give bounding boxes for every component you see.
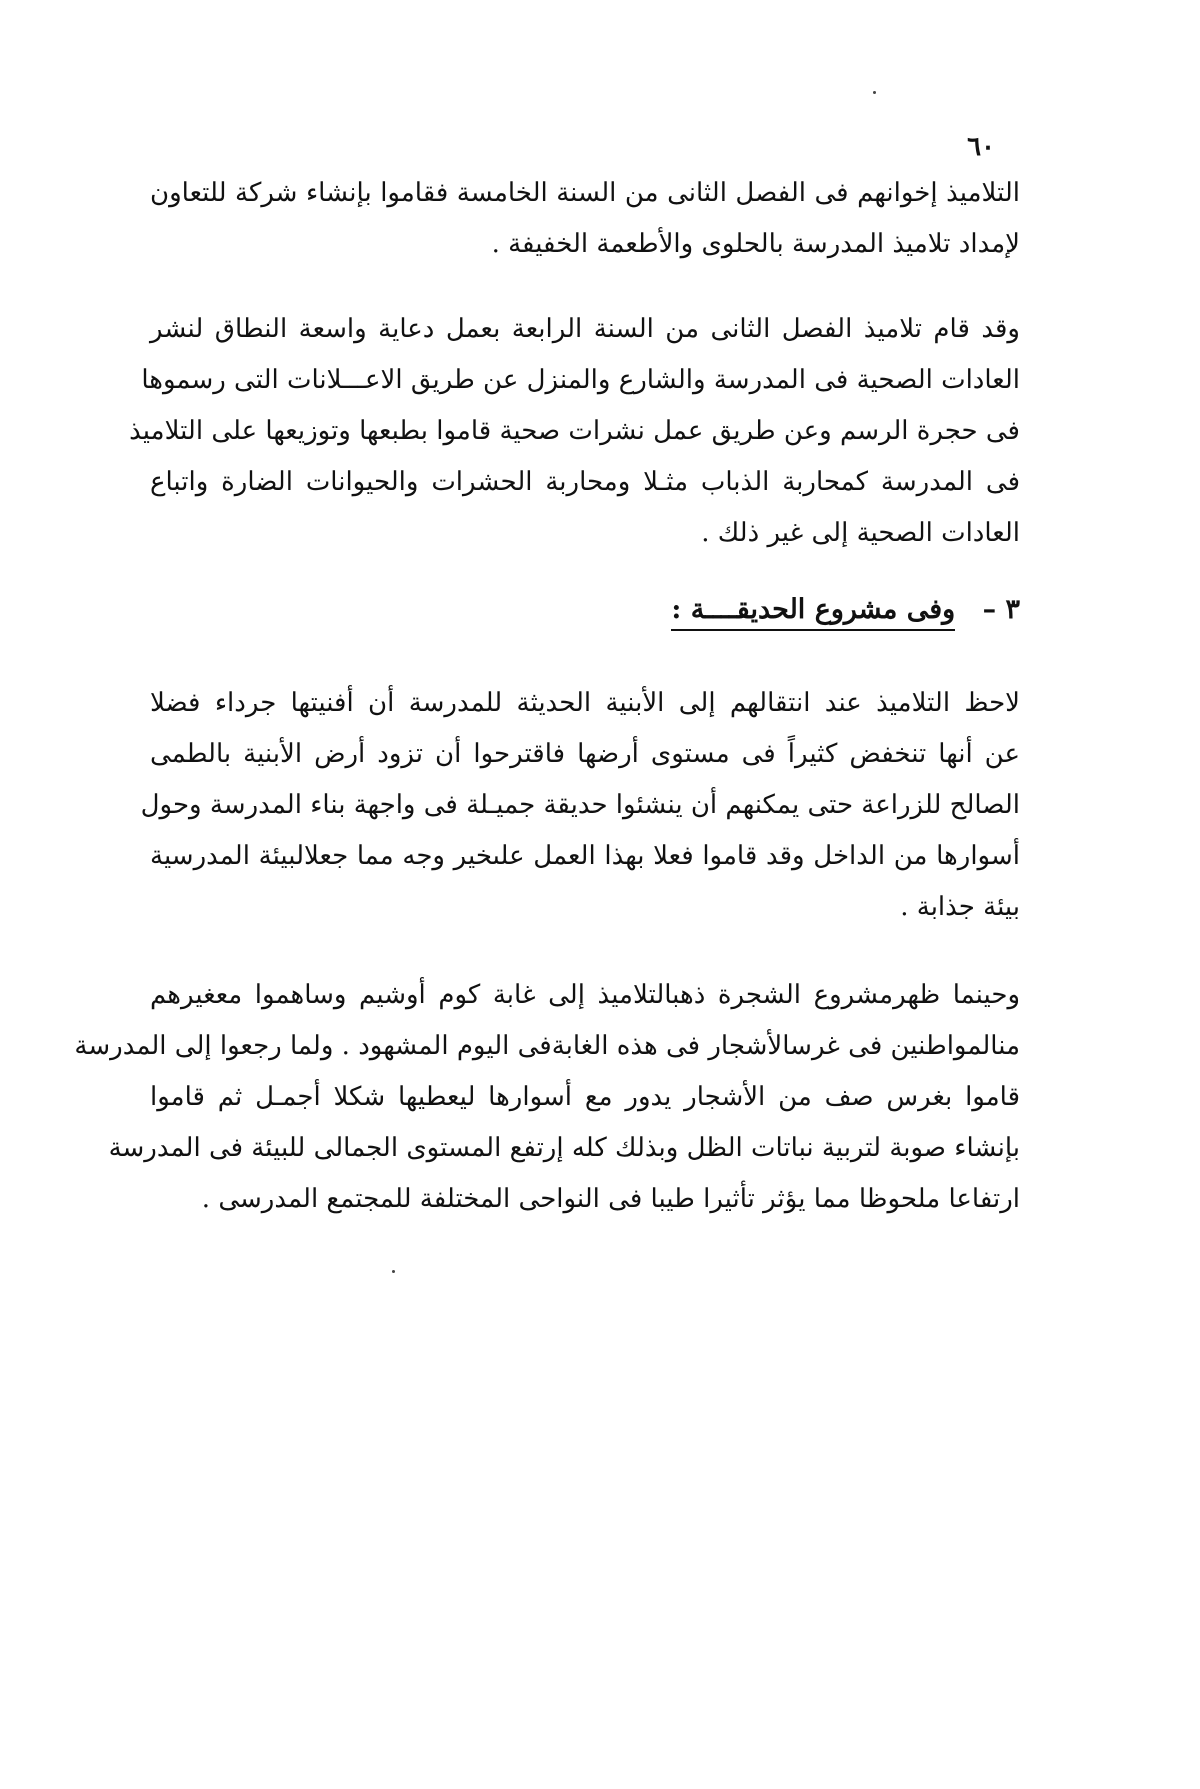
paragraph-line: أسوارها من الداخل وقد قاموا فعلا بهذا العمل علىخير وجه مما جعلالبيئة المدرسية bbox=[150, 841, 1020, 871]
paragraph-line: منالمواطنين فى غرسالأشجار فى هذه الغابةفى اليوم المشهود . ولما رجعوا إلى المدرسة bbox=[74, 1031, 1020, 1061]
paragraph-line: لاحظ التلاميذ عند انتقالهم إلى الأبنية الحديثة للمدرسة أن أفنيتها جرداء فضلا bbox=[150, 688, 1020, 718]
paragraph-line: وحينما ظهرمشروع الشجرة ذهبالتلاميذ إلى غابة كوم أوشيم وساهموا معغيرهم bbox=[150, 980, 1020, 1010]
paragraph-2 bbox=[129, 304, 1020, 559]
scan-speck bbox=[873, 91, 876, 94]
section-title: وفى مشروع الحديقــــة : bbox=[671, 594, 955, 631]
paragraph-4 bbox=[74, 970, 1020, 1225]
paragraph-line: العادات الصحية فى المدرسة والشارع والمنزل عن طريق الاعـــلانات التى رسموها bbox=[141, 365, 1020, 395]
paragraph-line: ارتفاعا ملحوظا مما يؤثر تأثيرا طيبا فى النواحى المختلفة للمجتمع المدرسى . bbox=[201, 1184, 1020, 1214]
paragraph-line: بإنشاء صوبة لتربية نباتات الظل وبذلك كله إرتفع المستوى الجمالى للبيئة فى المدرسة bbox=[108, 1133, 1020, 1163]
scan-speck bbox=[392, 1270, 395, 1273]
section-number: ٣ – bbox=[982, 594, 1020, 625]
page-number: ٦٠ bbox=[967, 132, 995, 162]
paragraph-line: عن أنها تنخفض كثيراً فى مستوى أرضها فاقترحوا أن تزود أرض الأبنية بالطمى bbox=[150, 739, 1020, 769]
paragraph-line: الصالح للزراعة حتى يمكنهم أن ينشئوا حديقة جميـلة فى واجهة بناء المدرسة وحول bbox=[140, 790, 1020, 820]
paragraph-line: وقد قام تلاميذ الفصل الثانى من السنة الرابعة بعمل دعاية واسعة النطاق لنشر bbox=[150, 314, 1020, 344]
paragraph-line: فى حجرة الرسم وعن طريق عمل نشرات صحية قاموا بطبعها وتوزيعها على التلاميذ bbox=[129, 416, 1020, 446]
paragraph-line: العادات الصحية إلى غير ذلك . bbox=[701, 518, 1020, 548]
paragraph-3 bbox=[140, 678, 1020, 933]
paragraph-1 bbox=[150, 168, 1020, 270]
paragraph-line: فى المدرسة كمحاربة الذباب مثـلا ومحاربة الحشرات والحيوانات الضارة واتباع bbox=[150, 467, 1020, 497]
paragraph-line: بيئة جذابة . bbox=[900, 892, 1020, 922]
paragraph-line: التلاميذ إخوانهم فى الفصل الثانى من السنة الخامسة فقاموا بإنشاء شركة للتعاون bbox=[150, 178, 1020, 208]
paragraph-line: لإمداد تلاميذ المدرسة بالحلوى والأطعمة الخفيفة . bbox=[491, 229, 1020, 259]
section-heading bbox=[600, 594, 1020, 631]
paragraph-line: قاموا بغرس صف من الأشجار يدور مع أسوارها ليعطيها شكلا أجمـل ثم قاموا bbox=[150, 1082, 1020, 1112]
